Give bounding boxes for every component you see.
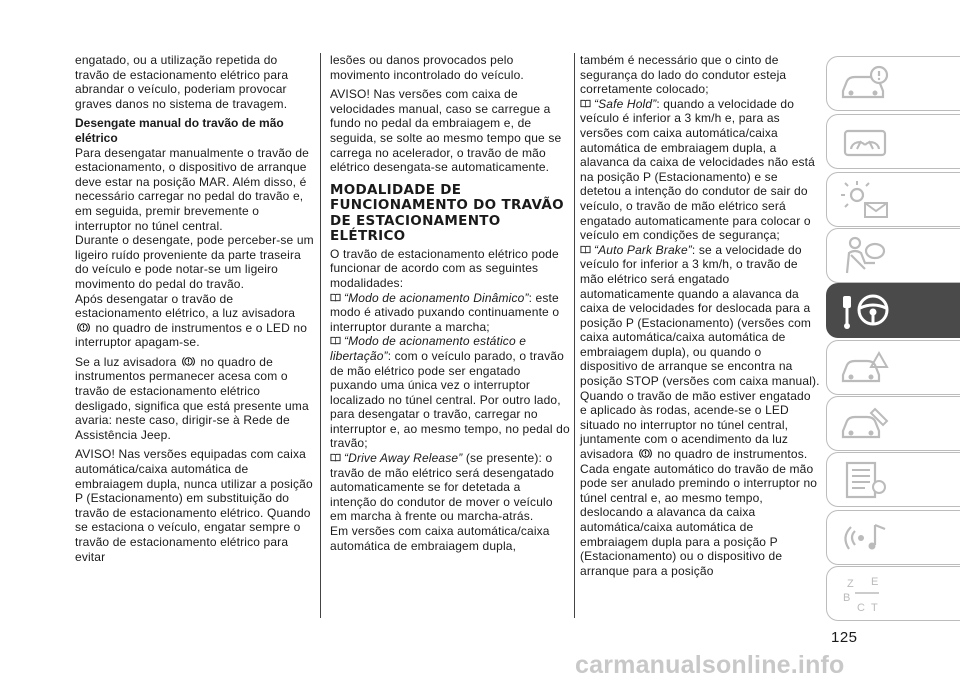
paragraph-text: no quadro de instrumentos permanecer acesa com o travão de estacionamento elétrico desligado, significa que está presente uma avaria: neste caso, dirigir-se à Rede de Assistência Jeep. [75,354,309,442]
list-item [330,334,570,451]
chapter-tab-emergency[interactable] [826,340,960,395]
section-heading-manual-release: Desengate manual do travão de mão elétrico [75,116,284,145]
chapter-tab-car-info[interactable] [826,56,960,111]
paragraph-text: no quadro de instrumentos e o LED no interruptor apagam-se. [75,320,308,350]
index-tab-icon [835,571,895,617]
chapter-tab-multimedia[interactable] [826,510,960,565]
column-divider [574,53,575,618]
mode-description: : este modo é ativado puxando continuamente o interruptor durante a marcha; [330,290,560,334]
chapter-tab-starting-driving[interactable] [826,283,960,338]
watermark: carmanualsonline.info [575,651,845,679]
paragraph: Para desengatar manualmente o travão de estacionamento, o dispositivo de arranque deve estar na posição MAR. Além disso, é necessário carregar no pedal do travão e, em seguida, premir brevemente o interruptor no túnel central. [75,145,309,233]
paragraph: engatado, ou a utilização repetida do travão de estacionamento elétrico para abrandar o veículo, poderiam provocar graves danos no sistema de travagem. [75,53,289,111]
book-bullet-icon [580,99,591,108]
paragraph: Durante o desengate, pode perceber-se um ligeiro ruído proveniente da parte traseira do veículo e pode notar-se um ligeiro movimento do pedal do travão. [75,233,314,291]
book-bullet-icon [330,293,341,302]
mode-description: (se presente): o travão de mão elétrico será desengatado automaticamente se for detetada a intenção do condutor de mover o veículo em marcha à frente ou marcha-atrás. [330,451,554,524]
warning-paragraph: AVISO! Nas versões equipadas com caixa automática/caixa automática de embraiagem dupla, nunca utilizar a posição P (Estacionamento) em substituição do travão de estacionamento elétrico. Quando se estaciona o veículo, engatar sempre o travão de estacionamento elétrico para evitar [75,447,313,564]
index-letter-c: C [857,602,865,614]
page-number: 125 [831,629,858,646]
book-bullet-icon [580,245,591,254]
text-column-2 [330,53,570,553]
paragraph-text: Se a luz avisadora [75,354,177,369]
parking-brake-warning-icon [182,356,195,367]
section-heading-operating-modes: MODALIDADE DE FUNCIONAMENTO DO TRAVÃO DE ESTACIONAMENTO ELÉTRICO [330,181,564,245]
paragraph: lesões ou danos provocados pelo movimento incontrolado do veículo. [330,53,524,82]
emergency-tab-icon [835,345,895,391]
list-item [580,243,820,579]
book-bullet-icon [330,453,341,462]
list-item [330,451,570,524]
chapter-tab-safety[interactable] [826,228,960,283]
chapter-tab-lights-warnings[interactable] [826,172,960,227]
technical-data-tab-icon [835,457,895,503]
paragraph [75,292,315,350]
maintenance-tab-icon [835,401,895,447]
chapter-tab-maintenance[interactable] [826,396,960,451]
dashboard-tab-icon [835,119,895,165]
paragraph [75,355,315,443]
car-info-tab-icon [835,61,895,107]
multimedia-tab-icon [835,515,895,561]
index-letter-z: Z [847,578,854,590]
mode-description: : quando a velocidade do veículo é inferior a 3 km/h e, para as versões com caixa automática/caixa automática de embraiagem dupla, a alavanca da caixa de velocidades não está na posição P (Estacionamento) e se detetou a intenção do condutor de sair do veículo, o travão de mão elétrico será engatado automaticamente para colocar o veículo em condições de segurança; [580,96,815,243]
safety-airbag-tab-icon [835,233,895,279]
paragraph-text: Após desengatar o travão de estacionamento elétrico, a luz avisadora [75,291,296,321]
mode-name: “Drive Away Release” [344,451,463,466]
index-letter-b: B [843,592,851,604]
starting-driving-tab-icon [835,288,895,334]
mode-name: “Modo de acionamento estático e libertação” [330,334,527,363]
mode-description: no quadro de instrumentos. Cada engate automático do travão de mão pode ser anulado premindo o interruptor no túnel central e, ao mesmo tempo, deslocando a alavanca da caixa automática/caixa automática de embraiagem dupla para a posição P (Estacionamento) ou o dispositivo de arranque para a posição [580,447,818,578]
mode-name: “Auto Park Brake” [594,242,692,257]
list-item [330,291,570,335]
chapter-tab-dashboard[interactable] [826,114,960,169]
text-column-1 [75,53,315,569]
lights-warning-tab-icon [835,177,895,223]
list-item [580,97,820,243]
paragraph: O travão de estacionamento elétrico pode funcionar de acordo com as seguintes modalidades: [330,246,559,290]
mode-description: : com o veículo parado, o travão de mão elétrico pode ser engatado puxando uma única vez o interruptor localizado no túnel central. Por outro lado, para desengatar o travão, carregar no interruptor e, ao mesmo tempo, no pedal do travão; [330,348,570,451]
text-column-3 [580,53,820,578]
chapter-tab-technical-data[interactable] [826,452,960,507]
warning-paragraph: AVISO! Nas versões com caixa de velocidades manual, caso se carregue a fundo no pedal da embraiagem e, de seguida, se solte ao mesmo tempo que se carrega no acelerador, o travão de mão elétrico desengata-se automaticamente. [330,87,562,175]
book-bullet-icon [330,336,341,345]
mode-description: : se a velocidade do veículo for inferior a 3 km/h, o travão de mão elétrico será engatado automaticamente quando a alavanca da caixa de velocidades for deslocada para a posição P (Estacionamento) (versões com caixa automática/caixa automática de embraiagem dupla), ou quando o dispositivo de arranque se encontra na posição STOP (versões com caixa manual). Quando o travão de mão estiver engatado e aplicado às rodas, acende-se o LED situado no interruptor no túnel central, juntamente com o acendimento da luz avisadora [580,242,820,462]
parking-brake-warning-icon [77,322,90,333]
chapter-tab-index[interactable] [826,566,960,621]
paragraph: Em versões com caixa automática/caixa automática de embraiagem dupla, [330,524,550,553]
parking-brake-warning-icon [639,448,652,459]
index-letter-t: T [871,602,878,614]
index-letter-e: E [871,576,879,588]
paragraph: também é necessário que o cinto de segurança do lado do condutor esteja corretamente colocado; [580,53,787,97]
column-divider [320,53,321,618]
mode-name: “Modo de acionamento Dinâmico” [344,290,529,305]
mode-name: “Safe Hold” [594,96,657,111]
